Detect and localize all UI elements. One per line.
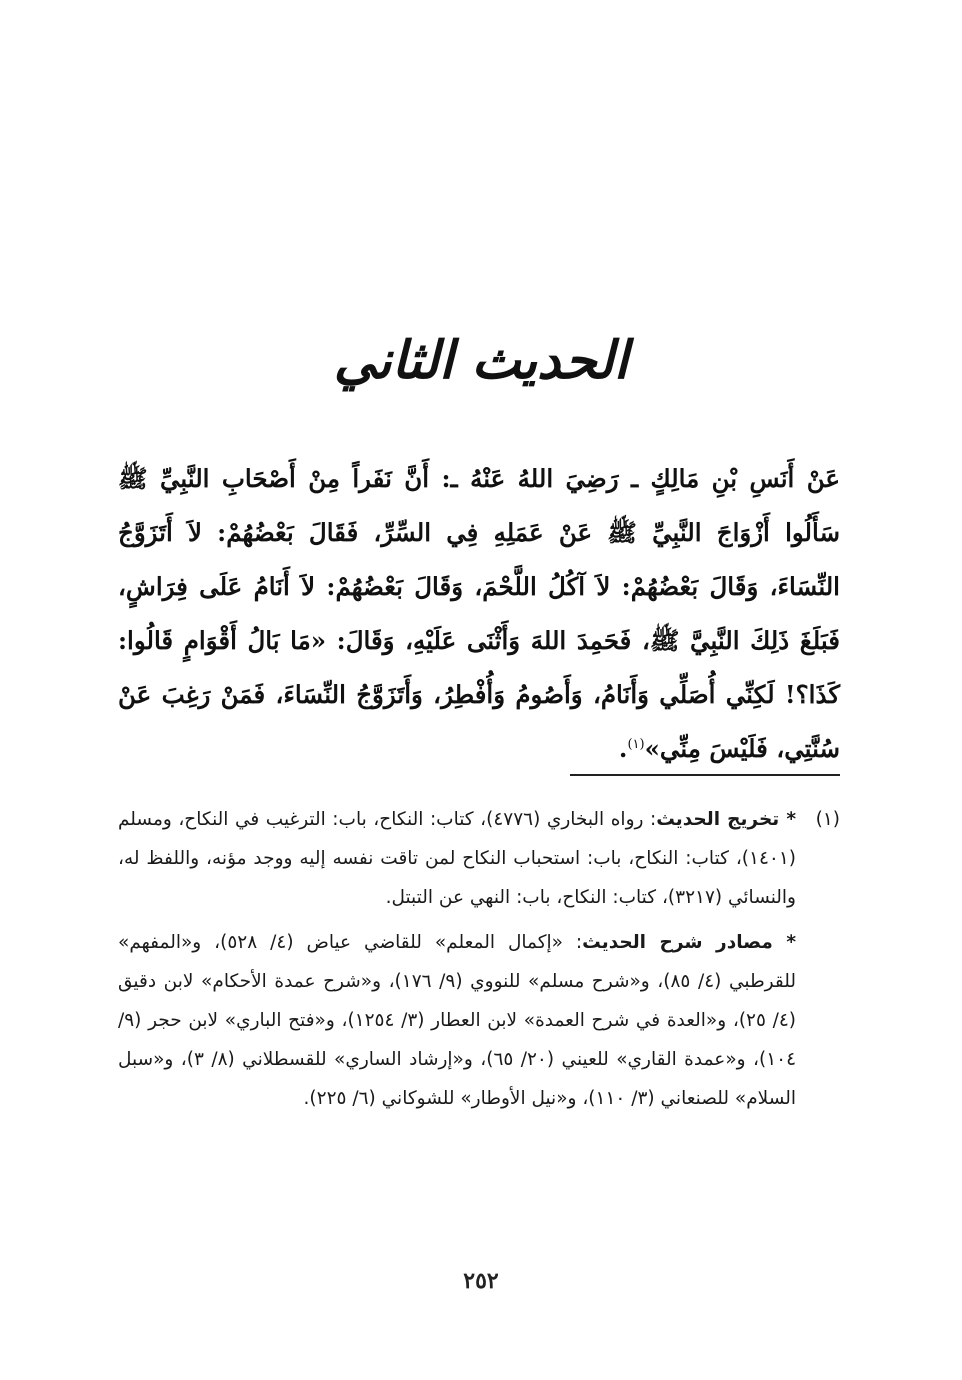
footnotes-section — [118, 800, 840, 1118]
hadith-body: عَنْ أَنَسِ بْنِ مَالِكٍ ـ رَضِيَ اللهُ عَنْهُ ـ: أَنَّ نَفَراً مِنْ أَصْحَابِ النَّبِيِّ ﷺ سَأَلُوا أَزْوَاجَ النَّبِيِّ ﷺ عَنْ عَمَلِهِ فِي السِّرِّ، فَقَالَ بَعْضُهُمْ: لاَ أَتَزَوَّجُ النِّسَاءَ، وَقَالَ بَعْضُهُمْ: لاَ آكُلُ اللَّحْمَ، وَقَالَ بَعْضُهُمْ: لاَ أَنَامُ عَلَى فِرَاشٍ، فَبَلَغَ ذَلِكَ النَّبِيَّ ﷺ، فَحَمِدَ اللهَ وَأَثْنَى عَلَيْهِ، وَقَالَ: «مَا بَالُ أَقْوَامٍ قَالُوا: كَذَا؟! لَكِنِّي أُصَلِّي وَأَنَامُ، وَأَصُومُ وَأُفْطِرُ، وَأَتَزَوَّجُ النِّسَاءَ، فَمَنْ رَغِبَ عَنْ سُنَّتِي، فَلَيْسَ مِنِّي» — [118, 464, 840, 763]
sources-label: * مصادر شرح الحديث — [582, 932, 796, 953]
footnote-body — [118, 800, 796, 1118]
sources-text: : «إكمال المعلم» للقاضي عياض (٤/ ٥٢٨)، و«المفهم» للقرطبي (٤/ ٨٥)، و«شرح مسلم» للنووي (٩/ ١٧٦)، و«شرح عمدة الأحكام» لابن دقيق (٤/ ٢٥)، و«العدة في شرح العمدة» لابن العطار (٣/ ١٢٥٤)، و«فتح الباري» لابن حجر (٩/ ١٠٤)، و«عمدة القاري» للعيني (٢٠/ ٦٥)، و«إرشاد الساري» للقسطلاني (٨/ ٣)، و«سبل السلام» للصنعاني (٣/ ١١٠)، و«نيل الأوطار» للشوكاني (٦/ ٢٢٥). — [118, 932, 797, 1109]
footnote-separator — [570, 774, 840, 776]
chapter-title: الحديث الثاني — [333, 330, 629, 391]
page-number: ٢٥٢ — [463, 1268, 499, 1294]
footnote-reference[interactable]: (١) — [627, 736, 645, 752]
hadith-end-mark: . — [618, 734, 628, 763]
hadith-text — [118, 452, 840, 776]
footnote-number: (١) — [815, 809, 840, 830]
takhrij-paragraph — [118, 800, 796, 917]
sources-paragraph — [118, 923, 796, 1118]
footnote-item — [118, 800, 840, 1118]
takhrij-label: * تخريج الحديث — [656, 809, 796, 830]
takhrij-text: : رواه البخاري (٤٧٧٦)، كتاب: النكاح، باب: الترغيب في النكاح، ومسلم (١٤٠١)، كتاب: النكاح، باب: استحباب النكاح لمن تاقت نفسه إليه ووجد مؤنه، واللفظ له، والنسائي (٣٢١٧)، كتاب: النكاح، باب: النهي عن التبتل. — [118, 809, 796, 908]
